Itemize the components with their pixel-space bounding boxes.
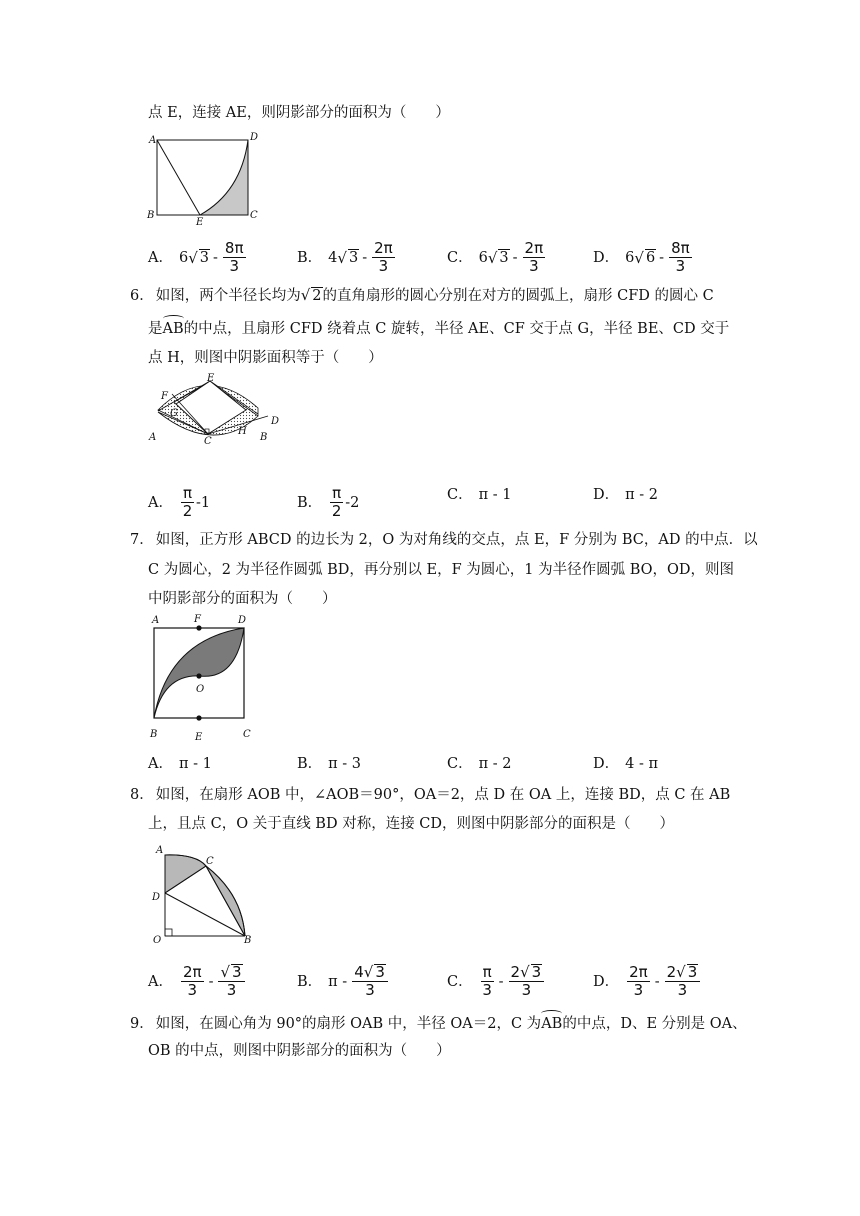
q8-label-c: C: [206, 856, 214, 867]
q7-option-a[interactable]: A． π - 1: [148, 756, 212, 772]
q7-text-line-3: 中阴影部分的面积为（ ）: [148, 591, 337, 607]
q5-option-a[interactable]: A． 6 √ 3 - $\frac{8\pi}{3}$: [148, 239, 244, 275]
q6-label-g: G: [170, 408, 178, 419]
q5-option-d[interactable]: D． 6 √ 6 - $\frac{8\pi}{3}$: [593, 239, 690, 275]
q7-label-b: B: [150, 729, 158, 740]
q7-text-line-1: 7． 如图，正方形 ABCD 的边长为 2，O 为对角线的交点，点 E，F 分别为 BC，AD 的中点．以: [130, 532, 758, 548]
fraction: $\frac{2\pi}{3}$: [182, 963, 202, 999]
q5-label-e: E: [196, 217, 204, 226]
q7-label-f: F: [194, 614, 201, 625]
q7-label-a: A: [152, 615, 160, 626]
q6-option-a[interactable]: A． $\frac{\pi}{2}$ -1: [148, 484, 211, 520]
q6-figure: [146, 372, 286, 446]
q8-label-d: D: [152, 892, 161, 903]
q8-option-d[interactable]: D． $\frac{2\pi}{3}$ - $\frac{2√ 3}{3}$: [593, 964, 702, 999]
q7-label-c: C: [243, 729, 251, 740]
q8-label-a: A: [156, 845, 164, 856]
q5-label-b: B: [147, 210, 155, 221]
q5-label-d: D: [250, 132, 259, 143]
q5-label-a: A: [149, 135, 157, 146]
fraction: $\frac{\pi}{2}$: [182, 484, 193, 520]
q6-label-a: A: [149, 432, 157, 443]
fraction: $\frac{4√ 3}{3}$: [352, 964, 388, 999]
q5-option-c[interactable]: C． 6 √ 3 - $\frac{2\pi}{3}$: [447, 239, 544, 275]
q8-text-line-2: 上，且点 C，O 关于直线 BD 对称，连接 CD，则图中阴影部分的面积是（ ）: [148, 816, 675, 832]
q8-option-b[interactable]: B． π - $\frac{4√ 3}{3}$: [297, 964, 390, 999]
fraction: $\frac{2√ 3}{3}$: [665, 964, 701, 999]
q6-label-f: F: [161, 391, 168, 402]
fraction: $\frac{8\pi}{3}$: [224, 239, 244, 275]
q6-text-line-1: 6． 如图，两个半径长均为√ 2的直角扇形的圆心分别在对方的圆弧上，扇形 CFD 的圆心 C: [130, 286, 714, 304]
q8-option-a[interactable]: A． $\frac{2\pi}{3}$ - $\frac{√ 3}{3}$: [148, 964, 247, 999]
q6-option-b[interactable]: B． $\frac{\pi}{2}$ -2: [297, 484, 360, 520]
q6-text-line-2: 是AB的中点，且扇形 CFD 绕着点 C 旋转，半径 AE、CF 交于点 G，半径 BE、CD 交于: [148, 318, 729, 338]
q8-label-b: B: [244, 935, 252, 946]
fraction: $\frac{8\pi}{3}$: [671, 239, 690, 275]
q7-option-b[interactable]: B． π - 3: [297, 756, 362, 772]
q9-text-line-2: OB 的中点，则图中阴影部分的面积为（ ）: [148, 1043, 451, 1059]
q7-figure: [146, 610, 258, 744]
q5-option-b[interactable]: B． 4 √ 3 - $\frac{2\pi}{3}$: [297, 239, 393, 275]
q6-text-line-3: 点 H，则图中阴影面积等于（ ）: [148, 350, 383, 366]
q6-label-e: E: [207, 373, 215, 384]
fraction: $\frac{\pi}{2}$: [331, 484, 342, 520]
q7-option-c[interactable]: C． π - 2: [447, 756, 512, 772]
q8-figure: [146, 840, 262, 948]
fraction: $\frac{√ 3}{3}$: [218, 964, 244, 999]
q5-label-c: C: [250, 210, 258, 221]
q6-label-d: D: [271, 416, 280, 427]
arc-notation: AB: [541, 1013, 562, 1033]
fraction: $\frac{2\pi}{3}$: [524, 239, 544, 275]
q7-label-o: O: [196, 684, 205, 695]
q8-option-c[interactable]: C． $\frac{\pi}{3}$ - $\frac{2√ 3}{3}$: [447, 964, 546, 999]
q6-option-d[interactable]: D． π - 2: [593, 487, 659, 503]
q7-option-d[interactable]: D． 4 - π: [593, 756, 659, 772]
q6-label-c: C: [204, 436, 212, 446]
q7-text-line-2: C 为圆心，2 为半径作圆弧 BD，再分别以 E，F 为圆心，1 为半径作圆弧 BO，OD，则图: [148, 562, 735, 578]
q8-label-o: O: [153, 935, 162, 946]
q9-text-line-1: 9． 如图，在圆心角为 90°的扇形 OAB 中，半径 OA＝2，C 为AB的中点，D、E 分别是 OA、: [130, 1013, 747, 1033]
q6-label-b: B: [260, 432, 268, 443]
q6-option-c[interactable]: C． π - 1: [447, 487, 512, 503]
q8-text-line-1: 8． 如图，在扇形 AOB 中，∠AOB＝90°，OA＝2，点 D 在 OA 上，连接 BD，点 C 在 AB: [130, 787, 731, 803]
arc-notation: AB: [163, 318, 184, 338]
fraction: $\frac{2√ 3}{3}$: [509, 964, 545, 999]
fraction: $\frac{\pi}{3}$: [482, 963, 492, 999]
fraction: $\frac{2\pi}{3}$: [374, 239, 393, 275]
fraction: $\frac{2\pi}{3}$: [629, 963, 648, 999]
q7-label-d: D: [238, 615, 247, 626]
q7-label-e: E: [195, 732, 203, 743]
q5-text-line: 点 E，连接 AE，则阴影部分的面积为（ ）: [148, 105, 450, 121]
q6-label-h: H: [238, 426, 247, 437]
q5-figure: [146, 132, 262, 226]
